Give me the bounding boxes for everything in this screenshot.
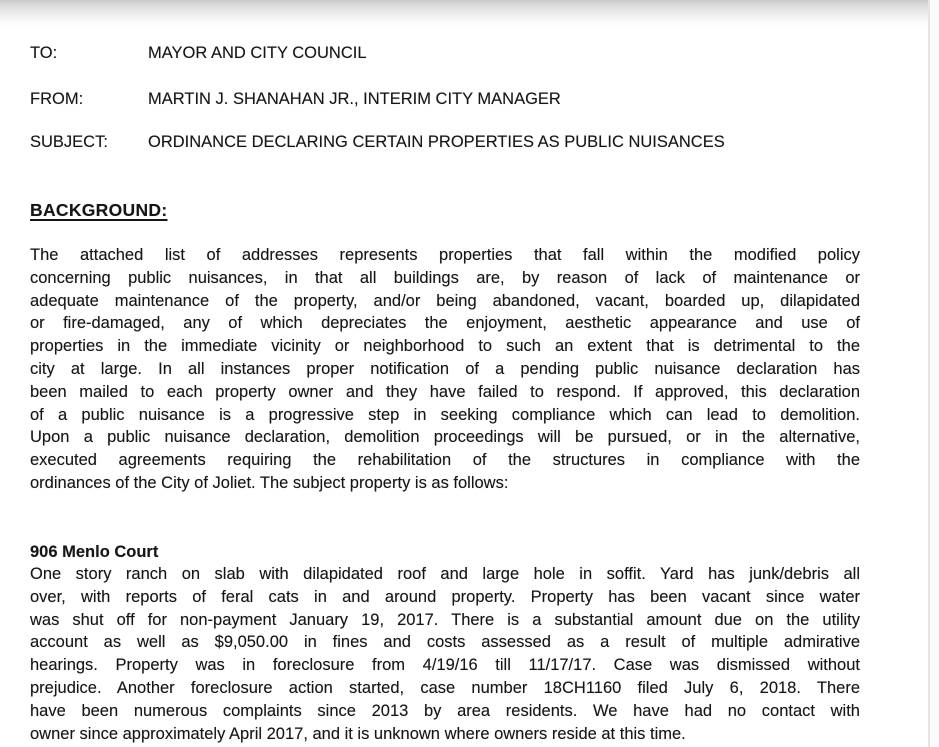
memo-row-from (30, 88, 860, 111)
property-address-heading: 906 Menlo Court (30, 543, 159, 561)
paragraph-line: The attached list of addresses represents properties that fall within the modified policy (30, 246, 860, 264)
paragraph-line: account as well as $9,050.00 in fines and costs assessed as a result of multiple admirative (30, 633, 860, 652)
paragraph-line: hearings. Property was in foreclosure from 4/19/16 till 11/17/17. Case was dismissed without (30, 656, 860, 675)
paragraph-line: properties in the immediate vicinity or neighborhood to such an extent that is detrimental to the (30, 337, 860, 356)
paragraph-line: city at large. In all instances proper notification of a pending public nuisance declaration has (30, 359, 860, 378)
paragraph-line: prejudice. Another foreclosure action started, case number 18CH1160 filed July 6, 2018. There (30, 678, 860, 697)
paragraph-line: of a public nuisance is a progressive step in seeking compliance which can lead to demolition. (30, 405, 860, 424)
paragraph-line: been mailed to each property owner and they have failed to respond. If approved, this declaration (30, 382, 860, 401)
memo-from-label: FROM: (30, 90, 84, 108)
paragraph-line: over, with reports of feral cats in and around property. Property has been vacant since water (30, 587, 860, 606)
paragraph-line: One story ranch on slab with dilapidated roof and large hole in soffit. Yard has junk/debris all (30, 565, 860, 583)
background-paragraph (30, 244, 860, 495)
memo-row-subject (30, 131, 860, 154)
paragraph-line: ordinances of the City of Joliet. The subject property is as follows: (30, 473, 509, 492)
memo-to-value: MAYOR AND CITY COUNCIL (148, 44, 367, 62)
paragraph-line: was shut off for non-payment January 19, 2017. There is a substantial amount due on the utility (30, 610, 860, 629)
memo-from-value: MARTIN J. SHANAHAN JR., INTERIM CITY MANAGER (148, 90, 561, 108)
paragraph-line: executed agreements requiring the rehabilitation of the structures in compliance with the (30, 451, 860, 470)
memo-subject-label: SUBJECT: (30, 133, 108, 151)
paragraph-line: adequate maintenance of the property, and/or being abandoned, vacant, boarded up, dilapidated (30, 291, 860, 310)
memo-to-label: TO: (30, 44, 58, 62)
memo-content (30, 0, 860, 747)
paragraph-line: owner since approximately April 2017, and it is unknown where owners reside at this time. (30, 724, 686, 743)
paragraph-line: Upon a public nuisance declaration, demolition proceedings will be pursued, or in the alternative, (30, 428, 860, 447)
memo-row-to (30, 42, 860, 65)
background-heading: BACKGROUND: (30, 200, 168, 220)
paragraph-line: have been numerous complaints since 2013 by area residents. We have had no contact with (30, 701, 860, 720)
page-edge-line (928, 0, 930, 747)
property-description-paragraph (30, 563, 860, 745)
page-edge-strip (930, 0, 939, 747)
memo-subject-value: ORDINANCE DECLARING CERTAIN PROPERTIES AS PUBLIC NUISANCES (148, 133, 725, 151)
paragraph-line: concerning public nuisances, in that all buildings are, by reason of lack of maintenance or (30, 268, 860, 287)
paragraph-line: or fire-damaged, any of which depreciates the enjoyment, aesthetic appearance and use of (30, 314, 860, 333)
